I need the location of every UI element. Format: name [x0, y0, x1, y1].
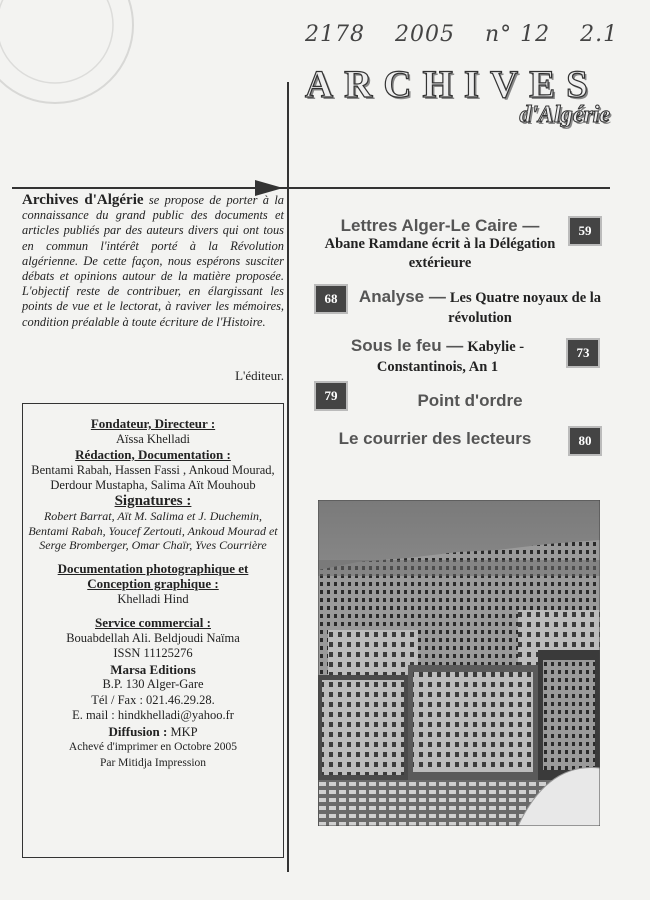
postal-address: B.P. 130 Alger-Gare	[102, 677, 204, 691]
toc-entry-1[interactable]	[320, 216, 560, 273]
toc-page-number-3: 73	[568, 340, 598, 366]
handwritten-mark: 2.1	[580, 22, 619, 47]
horizontal-divider	[12, 187, 610, 189]
toc-entry-title: Lettres Alger-Le Caire —	[340, 216, 540, 235]
printer-name: Par Mitidja Impression	[99, 756, 207, 769]
toc-entry-5[interactable]	[300, 429, 570, 449]
founder-name: Aïssa Khelladi	[116, 431, 190, 446]
publisher-name: Marsa Editions	[110, 661, 196, 677]
toc-page-number-5: 80	[570, 428, 600, 454]
founder-heading: Fondateur, Directeur :	[90, 416, 216, 431]
handwritten-annotation	[305, 22, 625, 56]
distribution-line	[23, 724, 283, 741]
toc-entry-subtitle: Kabylie - Constantinois, An 1	[376, 339, 525, 375]
editorial-heading: Rédaction, Documentation :	[75, 447, 231, 462]
toc-entry-4[interactable]	[360, 391, 580, 411]
toc-entry-title: Sous le feu —	[350, 336, 464, 355]
distribution-label: Diffusion :	[108, 723, 168, 739]
vertical-divider	[287, 82, 289, 872]
handwritten-code: 2178	[305, 22, 365, 47]
handwritten-year: 2005	[395, 22, 455, 47]
signatures-heading: Signatures :	[114, 492, 192, 509]
toc-entry-subtitle: Abane Ramdane écrit à la Délégation extérieure	[324, 236, 556, 271]
toc-entry-title: Analyse —	[358, 287, 446, 306]
toc-entry-2[interactable]	[345, 287, 615, 328]
toc-entry-3[interactable]	[315, 336, 560, 377]
credits-box	[22, 403, 284, 858]
editor-signoff: L'éditeur.	[235, 368, 284, 383]
print-date: Achevé d'imprimer en Octobre 2005	[68, 741, 238, 753]
photo-heading-2: Conception graphique :	[87, 576, 219, 591]
phone-fax: Tél / Fax : 021.46.29.28.	[91, 692, 215, 707]
photo-credit: Khelladi Hind	[117, 591, 189, 606]
photo-heading-1: Documentation photographique et	[57, 560, 249, 576]
library-stamp-icon	[0, 0, 150, 110]
issn: ISSN 11125276	[113, 646, 193, 660]
toc-page-number-4: 79	[316, 383, 346, 409]
distribution-value: MKP	[170, 724, 198, 739]
signatures-names: Robert Barrat, Aït M. Salima et J. Duchemin, Bentami Rabah, Youcef Zertouti, Ankoud Mourad et Serge Bromberger, Omar Chaïr, Yves Courrière	[28, 509, 278, 552]
toc-entry-title: Point d'ordre	[417, 391, 523, 410]
intro-lead: Archives d'Algérie	[22, 192, 144, 208]
city-photograph	[318, 500, 600, 826]
editorial-intro	[22, 193, 284, 330]
toc-entry-title: Le courrier des lecteurs	[338, 429, 532, 448]
toc-entry-subtitle: Les Quatre noyaux de la révolution	[448, 290, 602, 326]
commercial-names: Bouabdellah Ali. Beldjoudi Naïma	[66, 630, 240, 645]
toc-page-number-1: 59	[570, 218, 600, 244]
intro-body: se propose de porter à la connaissance du grand public des documents et articles publiés par des auteurs divers qui ont tous en commun l'intérêt porté à la Révolution algérienne. De cette façon, nous espérons susciter débats et opinions autour de la matière proposée. L'objectif reste de contribuer, en élargissant les points de vue et le lectorat, à raviver les mémoires, condition préalable à toute écriture de l'Histoire.	[22, 193, 284, 329]
masthead-subtitle: d'Algérie	[519, 102, 610, 128]
masthead-title: ARCHIVES	[305, 63, 599, 106]
handwritten-issue: n° 12	[485, 22, 551, 47]
toc-page-number-2: 68	[316, 286, 346, 312]
editorial-names: Bentami Rabah, Hassen Fassi , Ankoud Mourad, Derdour Mustapha, Salima Aït Mouhoub	[31, 462, 275, 492]
email-address: E. mail : hindkhelladi@yahoo.fr	[72, 708, 234, 722]
commercial-heading: Service commercial :	[95, 615, 211, 630]
